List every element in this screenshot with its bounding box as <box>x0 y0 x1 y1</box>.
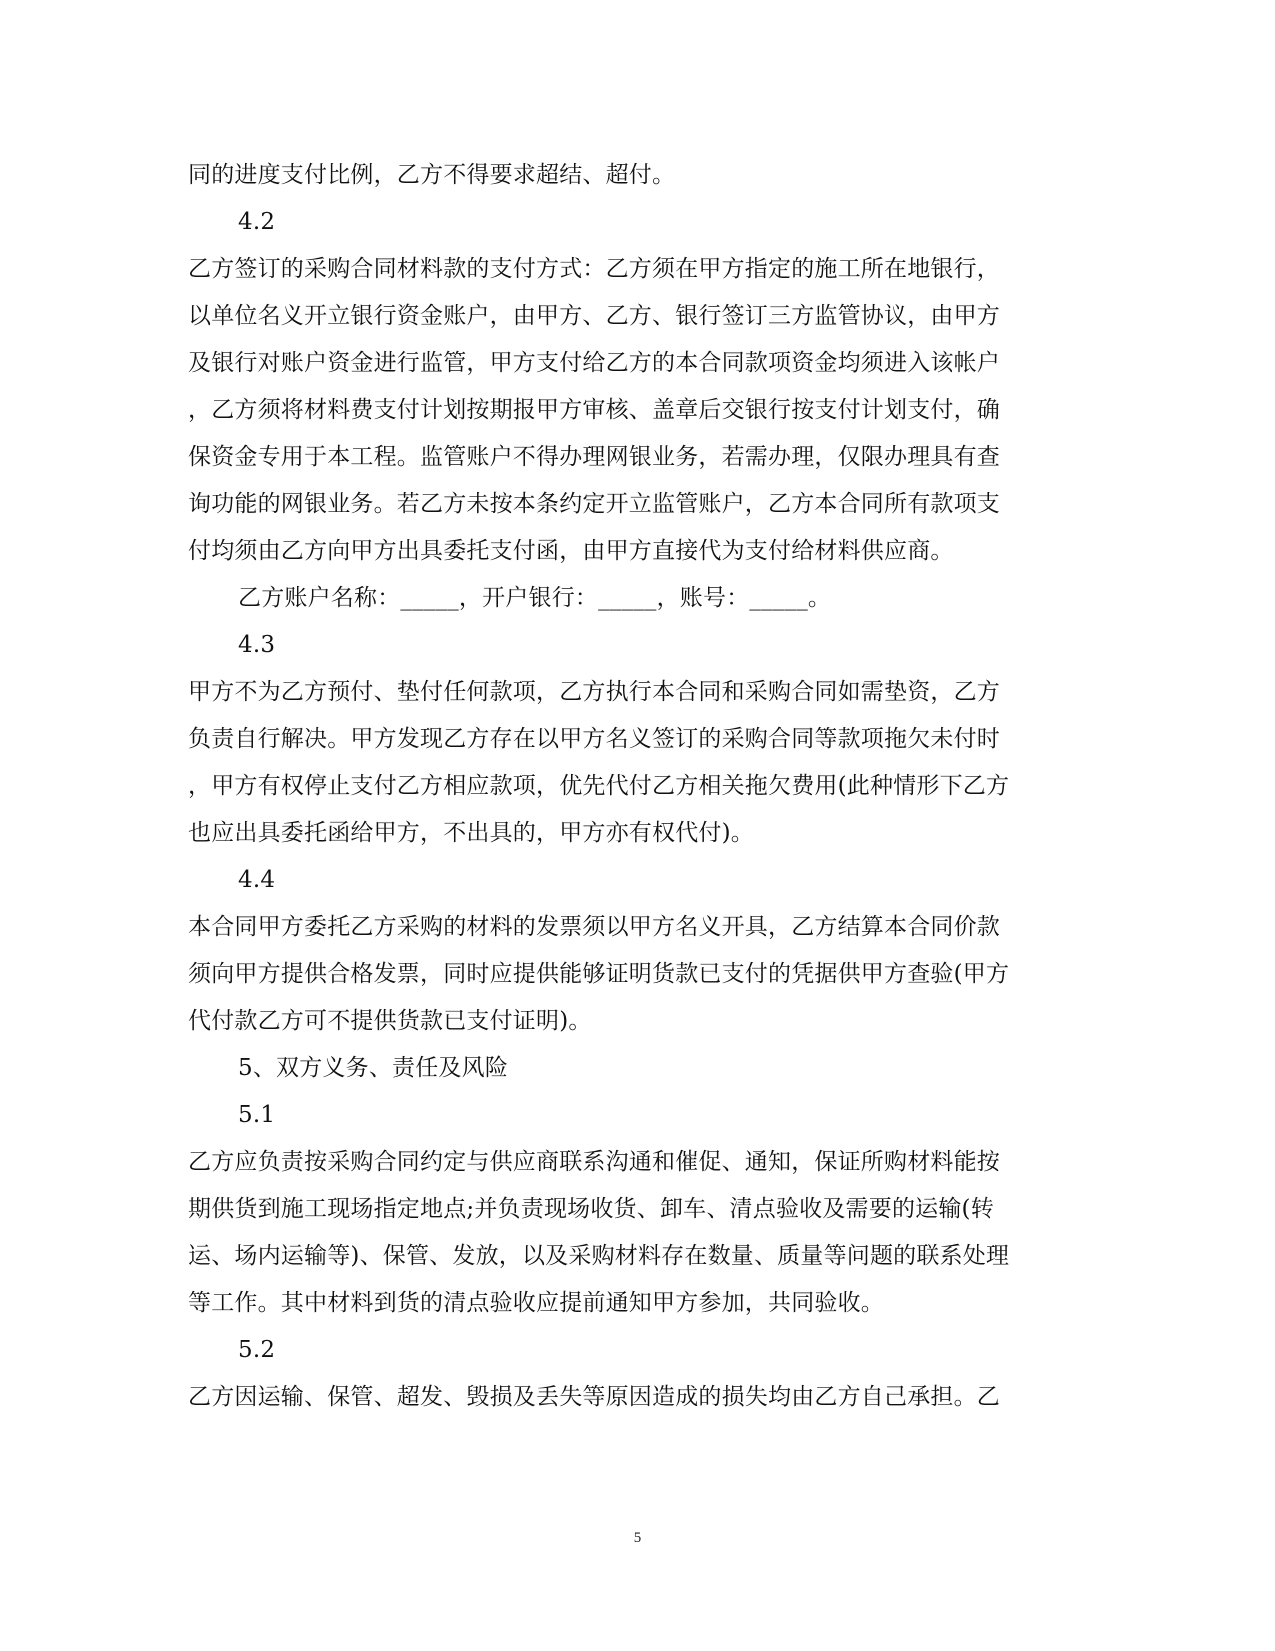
text-line: 以单位名义开立银行资金账户，由甲方、乙方、银行签订三方监管协议，由甲方 <box>188 303 1000 329</box>
section-number: 4.3 <box>238 632 276 658</box>
text-line: 保资金专用于本工程。监管账户不得办理网银业务，若需办理，仅限办理具有查 <box>188 444 1000 470</box>
text-line: 也应出具委托函给甲方，不出具的，甲方亦有权代付)。 <box>188 820 754 846</box>
text-line: 询功能的网银业务。若乙方未按本条约定开立监管账户，乙方本合同所有款项支 <box>188 491 1000 517</box>
text-line: 代付款乙方可不提供货款已支付证明)。 <box>188 1008 592 1034</box>
text-line: 本合同甲方委托乙方采购的材料的发票须以甲方名义开具，乙方结算本合同价款 <box>188 914 1000 940</box>
text-line: ，乙方须将材料费支付计划按期报甲方审核、盖章后交银行按支付计划支付，确 <box>188 397 1000 423</box>
text-line: 同的进度支付比例，乙方不得要求超结、超付。 <box>188 162 676 188</box>
text-line: 负责自行解决。甲方发现乙方存在以甲方名义签订的采购合同等款项拖欠未付时 <box>188 726 1000 752</box>
text-line: ，甲方有权停止支付乙方相应款项，优先代付乙方相关拖欠费用(此种情形下乙方 <box>188 773 1010 799</box>
section-number: 4.2 <box>238 209 276 235</box>
text-line: 乙方应负责按采购合同约定与供应商联系沟通和催促、通知，保证所购材料能按 <box>188 1149 1000 1175</box>
section-number: 5.2 <box>238 1337 276 1363</box>
text-line: 期供货到施工现场指定地点;并负责现场收货、卸车、清点验收及需要的运输(转 <box>188 1196 994 1222</box>
text-line: 及银行对账户资金进行监管，甲方支付给乙方的本合同款项资金均须进入该帐户 <box>188 350 1000 376</box>
section-number: 5.1 <box>238 1102 276 1128</box>
text-line: 乙方因运输、保管、超发、毁损及丢失等原因造成的损失均由乙方自己承担。乙 <box>188 1384 1000 1410</box>
section-number: 4.4 <box>238 867 276 893</box>
text-line: 须向甲方提供合格发票，同时应提供能够证明货款已支付的凭据供甲方查验(甲方 <box>188 961 1010 987</box>
page-number: 5 <box>633 1530 642 1546</box>
text-line: 乙方签订的采购合同材料款的支付方式：乙方须在甲方指定的施工所在地银行， <box>188 256 1000 282</box>
text-line: 运、场内运输等)、保管、发放，以及采购材料存在数量、质量等问题的联系处理 <box>188 1243 1010 1269</box>
account-info-line: 乙方账户名称：_____，开户银行：_____，账号：_____。 <box>238 585 832 611</box>
text-line: 等工作。其中材料到货的清点验收应提前通知甲方参加，共同验收。 <box>188 1290 884 1316</box>
text-line: 付均须由乙方向甲方出具委托支付函，由甲方直接代为支付给材料供应商。 <box>188 538 954 564</box>
section-heading: 5、双方义务、责任及风险 <box>238 1055 509 1081</box>
text-line: 甲方不为乙方预付、垫付任何款项，乙方执行本合同和采购合同如需垫资，乙方 <box>188 679 1000 705</box>
